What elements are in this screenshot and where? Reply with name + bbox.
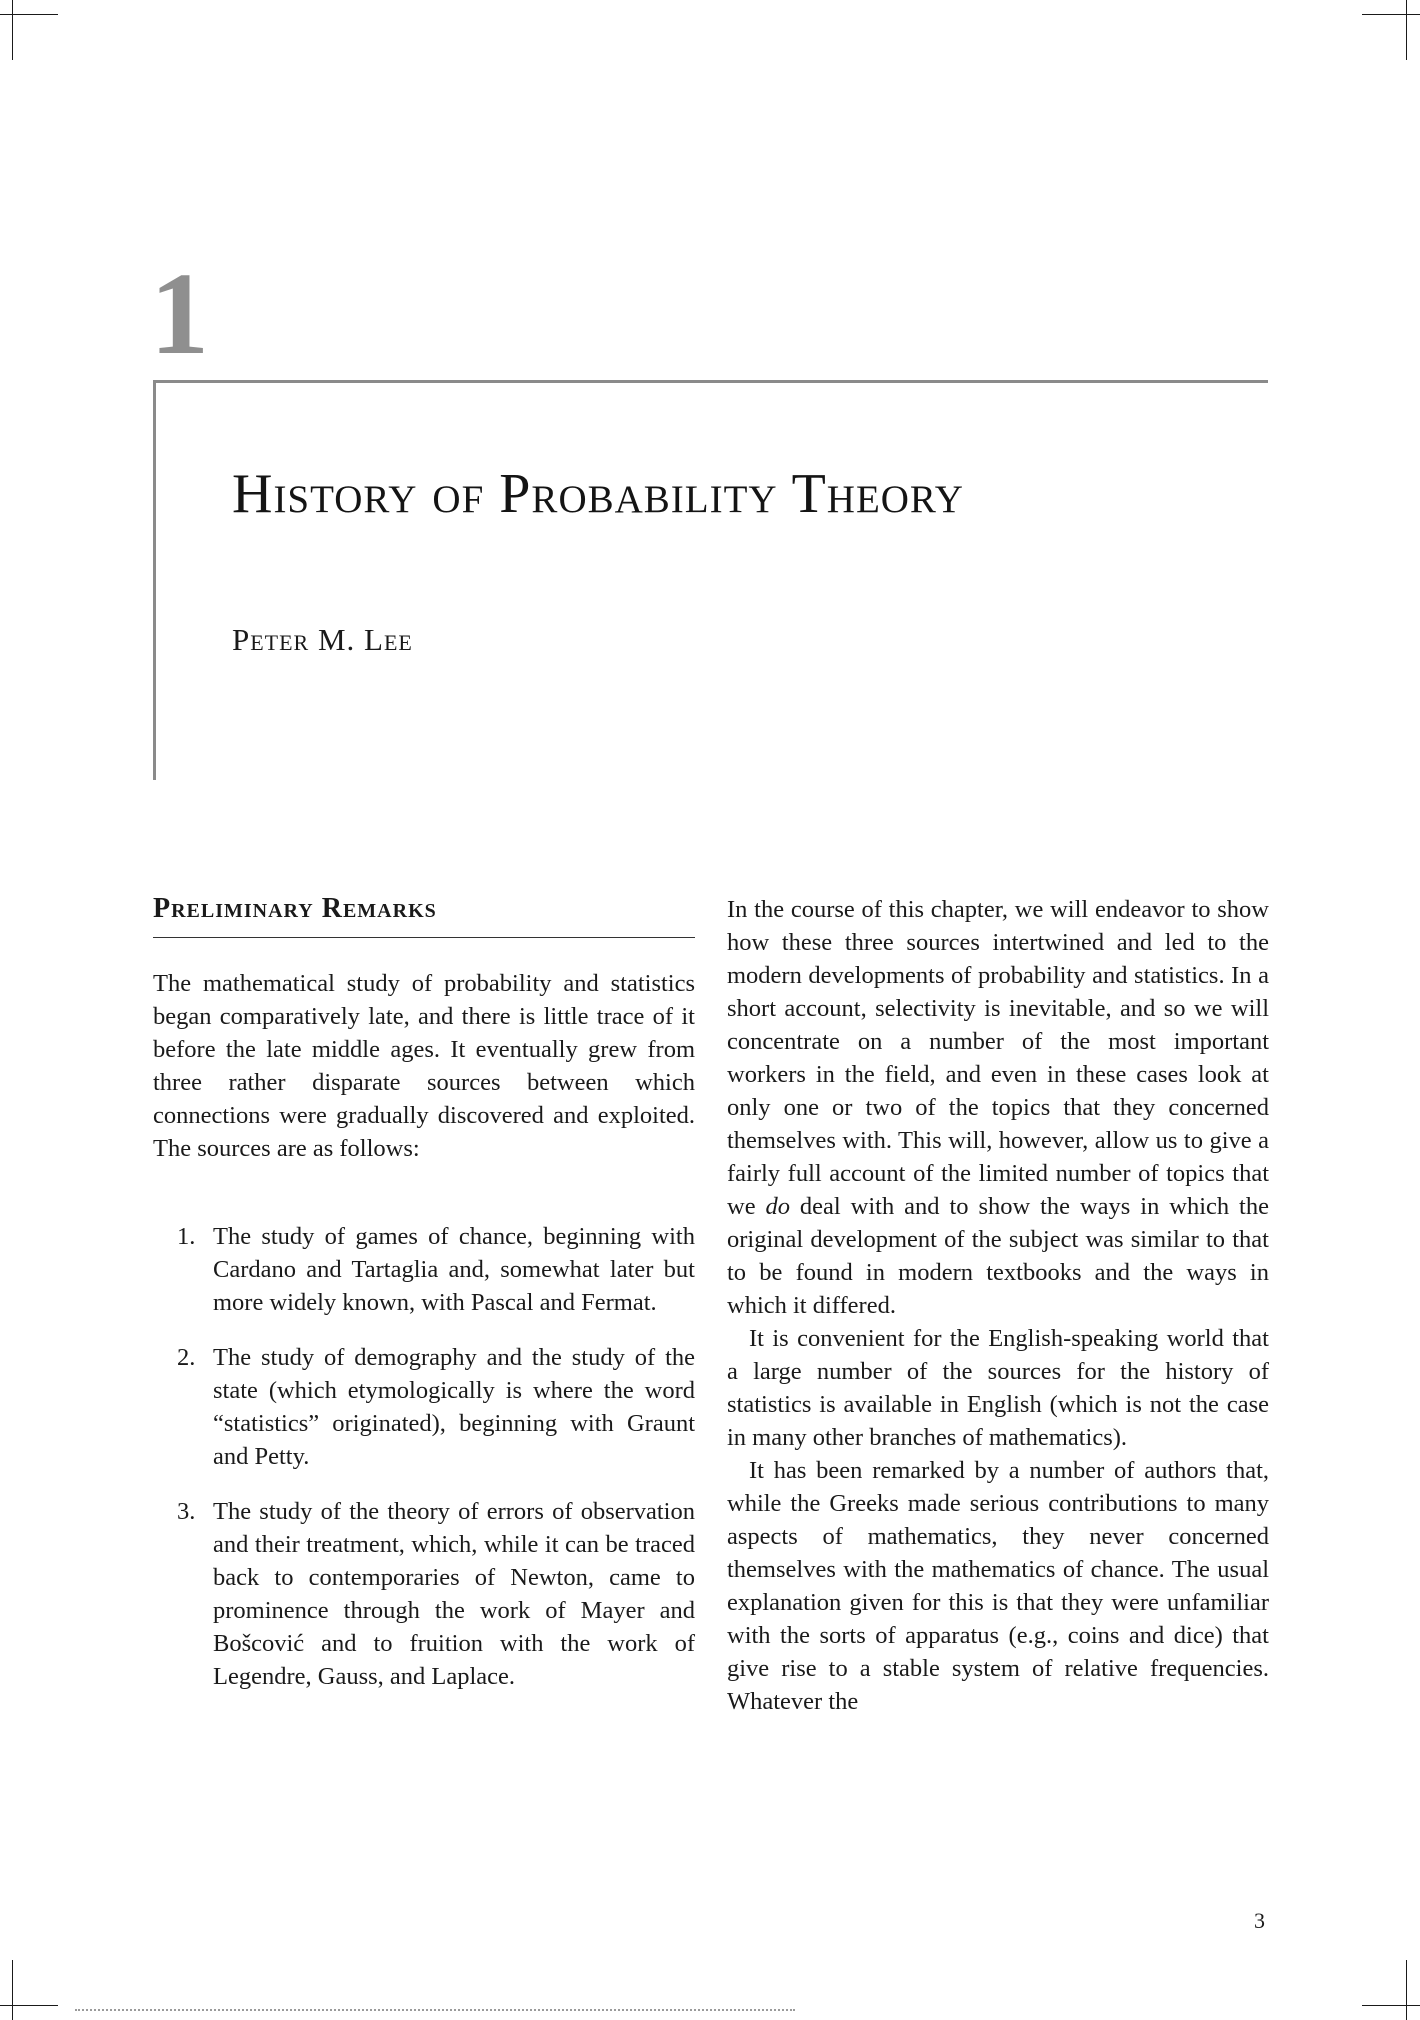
- crop-mark-bottom-right-h: [1362, 2005, 1420, 2006]
- list-item-text: The study of games of chance, beginning with Cardano and Tartaglia and, somewhat later but more widely known, with Pascal and Fermat.: [213, 1223, 695, 1316]
- list-item: [153, 1220, 695, 1319]
- chapter-rule-vertical: [153, 380, 156, 780]
- crop-mark-bottom-left-h: [0, 2005, 58, 2006]
- bottom-dotted-trim: [75, 2009, 795, 2011]
- body-paragraph-2: It is convenient for the English-speaking world that a large number of the sources for the history of statistics is available in English (which is not the case in many other branches of mathematics).: [727, 1325, 1269, 1451]
- list-item-text: The study of the theory of errors of observation and their treatment, which, while it can be traced back to contemporaries of Newton, came to prominence through the work of Mayer and Bošcović and to fruition with the work of Legendre, Gauss, and Laplace.: [213, 1498, 695, 1690]
- list-item-text: The study of demography and the study of the state (which etymologically is where the word “statistics” originated), beginning with Graunt and Petty.: [213, 1344, 695, 1470]
- chapter-number: 1: [150, 248, 209, 379]
- list-item: [153, 1495, 695, 1693]
- list-item: [153, 1341, 695, 1473]
- chapter-rule-horizontal: [153, 380, 1268, 383]
- crop-mark-top-right-h: [1362, 14, 1420, 15]
- crop-mark-top-right-v: [1406, 0, 1407, 60]
- paragraph-text: In the course of this chapter, we will endeavor to show how these three sources intertwined and led to the modern developments of probability and statistics. In a short account, selectivity is inevitable, and so we will concentrate on a number of the most important workers in the field, and even in these cases look at only one or two of the topics that they concerned themselves with. This will, however, allow us to give a fairly full account of the limited number of topics that we: [727, 896, 1269, 1220]
- paragraph-text: deal with and to show the ways in which the original development of the subject was similar to that to be found in modern textbooks and the ways in which it differed.: [727, 1193, 1269, 1319]
- body-paragraph-3: It has been remarked by a number of authors that, while the Greeks made serious contributions to many aspects of mathematics, they never concerned themselves with the mathematics of chance. The usual explanation given for this is that they were unfamiliar with the sorts of apparatus (e.g., coins and dice) that give rise to a stable system of relative frequencies. Whatever the: [727, 1457, 1269, 1715]
- right-column: [727, 893, 1269, 1718]
- list-item-number: 2.: [177, 1344, 196, 1371]
- chapter-author: Peter M. Lee: [232, 622, 413, 657]
- crop-mark-bottom-right-v: [1406, 1960, 1407, 2020]
- page-number: 3: [1254, 1908, 1265, 1933]
- section-heading: Preliminary Remarks: [153, 893, 695, 938]
- list-item-number: 1.: [177, 1223, 196, 1250]
- body-paragraph-1: [727, 893, 1269, 1322]
- list-item-number: 3.: [177, 1498, 196, 1525]
- chapter-title: History of Probability Theory: [232, 463, 964, 525]
- emphasis-text: do: [765, 1193, 790, 1220]
- crop-mark-bottom-left-v: [12, 1960, 13, 2020]
- sources-list: [153, 1220, 695, 1693]
- crop-mark-top-left-v: [12, 0, 13, 60]
- intro-paragraph: The mathematical study of probability and statistics began comparatively late, and there is little trace of it before the late middle ages. It eventually grew from three rather disparate sources between which connections were gradually discovered and exploited. The sources are as follows:: [153, 970, 695, 1162]
- crop-mark-top-left-h: [0, 14, 58, 15]
- left-column: [153, 893, 695, 1715]
